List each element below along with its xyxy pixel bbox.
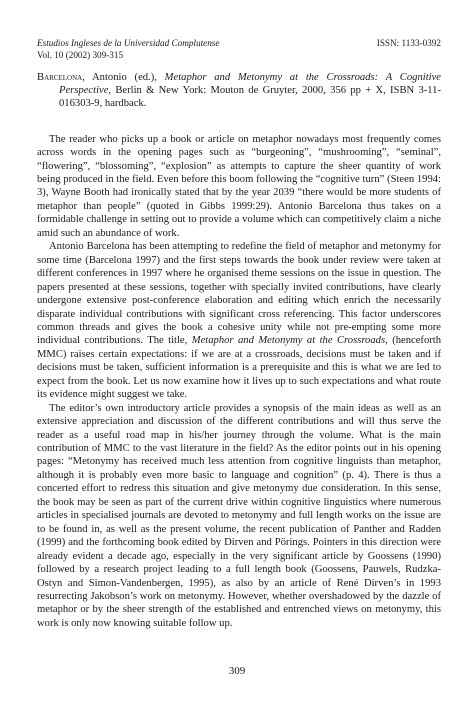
paragraph-1: The reader who picks up a book or article on metaphor nowadays most frequently comes across words in the opening pages such as “burgeoning”, “mushrooming”, “seminal”, “flowering”, “blossoming”, “explosion” as attempts to capture the sheer quantity of work being produced in the field. Even before this boom following the “cognitive turn” (Steen 1994: 3), Wayne Booth had ironically stated that by the year 2039 “there would be more students of metaphor than people” (quoted in Gibbs 1999:29). Antonio Barcelona thus takes on a formidable challenge in setting out to provide a volume which can competitively claim a niche amid such an abundance of work. [37,133,441,239]
review-body [37,133,441,631]
running-head [37,38,441,61]
citation-author: Barcelona [37,72,83,83]
citation-author-rest: , Antonio (ed.), [82,72,165,83]
citation-publication: Berlin & New York: Mouton de Gruyter, 2000, 356 pp + X, ISBN 3-11-016303-9, hardback. [59,85,441,110]
page-number: 309 [228,665,246,677]
paragraph-2 [37,240,441,401]
book-citation [37,71,441,111]
paragraph-2-text-a: Antonio Barcelona has been attempting to redefine the field of metaphor and metonymy for some time (Barcelona 1997) and the first steps towards the book under review were taken at different conferences in 1997 where he organised theme sessions on the issue in question. The papers presented at these sessions, together with specially invited contributions, have clearly undergone extensive post-conference elaboration and editing which enrich the necessarily disparate individual contributions with significant cross referencing. This factor underscores common threads and gives the book a cohesive unity while not pre-empting some more individual contributions. The title, [37,241,441,347]
journal-name: Estudios Ingleses de la Universidad Complutense [37,38,220,48]
paragraph-2-text-b: (henceforth MMC) raises certain expectations: if we are at a crossroads, decisions must be taken and if decisions must be taken, sufficient information is a prerequisite and this is what we are led to expect from the book. Let us now examine how it lives up to such expectations and what route its evidence might suggest we take. [37,335,442,401]
issn-number: ISSN: 1133-0392 [376,38,441,48]
citation-book-title: Metaphor and Metonymy at the Crossroads: A Cognitive Perspective, [59,72,441,97]
paragraph-3: The editor’s own introductory article provides a synopsis of the main ideas as well as an extensive appreciation and discussion of the different contributions and will thus serve the reader as a useful road map in his/her journey through the volume. What is the main contribution of MMC to the vast literature in the field? As the editor points out in his opening pages: “Metonymy has received much less attention from cognitive linguists than metaphor, although it is probably even more basic to language and cognition” (p. 4). There is thus a concerted effort to redress this situation and give metonymy due consideration. In this sense, the book may be seen as part of the current drive within cognitive linguistics where numerous articles in specialised journals are devoted to metonymy and full length works on the issue are to be found in, as well as the present volume, the recent publication of Panther and Radden (1999) and the forthcoming book edited by Dirven and Pörings. Pointers in this direction were already evident a decade ago, especially in the very significant article by Goossens (1990) followed by a research project leading to a full length book (Goossens, Pauwels, Rudzka-Ostyn and Simon-Vandenbergen, 1995), as also by an article of René Dirven’s in 1993 resurrecting Jakobson’s work on metonymy. However, whether overshadowed by the dazzle of metaphor or by the sheer strength of the established and entrenched views on metonymy, this work is only now knowing suitable follow up. [37,402,441,629]
page-content [37,38,441,630]
paragraph-2-book-title: Metaphor and Metonymy at the Crossroads, [191,335,388,347]
volume-info: Vol. 10 (2002) 309-315 [37,49,124,60]
